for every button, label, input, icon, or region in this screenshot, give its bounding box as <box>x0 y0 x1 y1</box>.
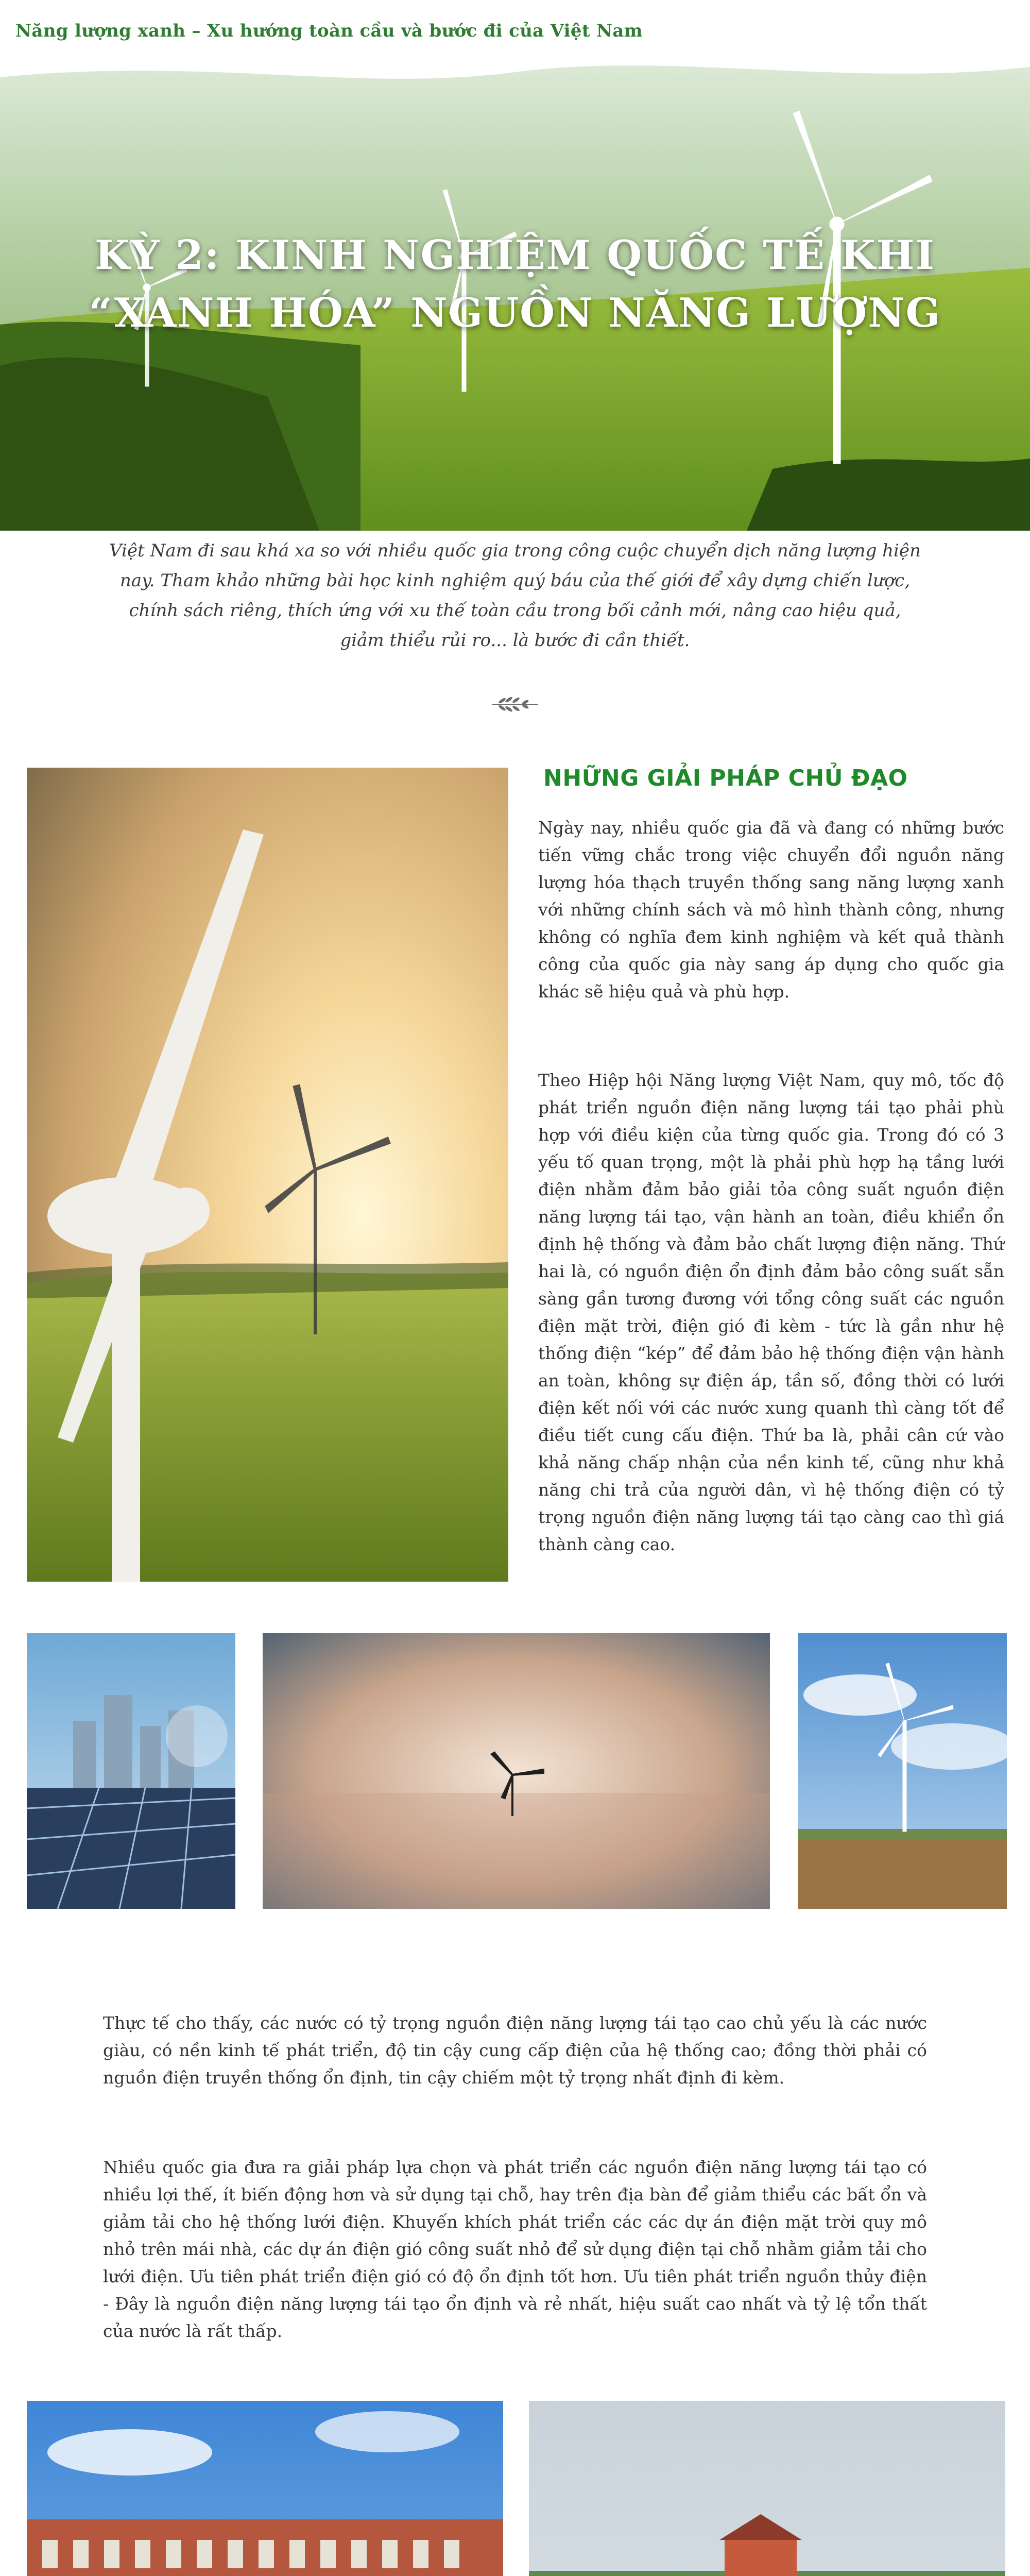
leaf-divider-icon <box>489 693 541 714</box>
hero-title-line-1: KỲ 2: KINH NGHIỆM QUỐC TẾ KHI <box>94 232 936 279</box>
hero-banner <box>0 57 1030 531</box>
dam-spillway-image <box>529 2401 1005 2576</box>
page-tagline: Năng lượng xanh – Xu hướng toàn cầu và bước đi của Việt Nam <box>15 21 643 41</box>
paragraph-3: Thực tế cho thấy, các nước có tỷ trọng nguồn điện năng lượng tái tạo cao chủ yếu là các nước giàu, có nền kinh tế phát triển, độ tin cậy cung cấp điện của hệ thống cao; đồng thời phải có nguồn điện truyền thống ổn định, tin cậy chiếm một tỷ trọng nhất định đi kèm. <box>103 2013 927 2088</box>
hero-title <box>0 227 1030 342</box>
paragraph-1: Ngày nay, nhiều quốc gia đã và đang có những bước tiến vững chắc trong việc chuyển đổi nguồn năng lượng hóa thạch truyền thống sang năng lượng xanh với những chính sách và mô hình thành công, nhưng không có nghĩa đem kinh nghiệm và kết quả thành công của quốc gia này sang áp dụng cho quốc gia khác sẽ hiệu quả và phù hợp. <box>538 818 1004 1002</box>
wind-turbine-sunset-image <box>27 768 508 1582</box>
section-heading: NHỮNG GIẢI PHÁP CHỦ ĐẠO <box>543 765 908 791</box>
hydro-dam-building-image <box>27 2401 503 2576</box>
wind-turbine-field-image <box>798 1633 1007 1909</box>
paragraph-4: Nhiều quốc gia đưa ra giải pháp lựa chọn và phát triển các nguồn điện năng lượng tái tạo có nhiều lợi thế, ít biến động hơn và sử dụng tại chỗ, hay trên địa bàn để giảm thiểu các bất ổn và giảm tải cho hệ thống lưới điện. Khuyến khích phát triển các các dự án điện mặt trời quy mô nhỏ trên mái nhà, các dự án điện gió công suất nhỏ để sử dụng điện tại chỗ nhằm giảm tải cho lưới điện. Ưu tiên phát triển điện gió có độ ổn định tốt hơn. Ưu tiên phát triển nguồn thủy điện - Đây là nguồn điện năng lượng tái tạo ổn định và rẻ nhất, hiệu suất cao nhất và tỷ lệ tổn thất của nước là rất thấp. <box>103 2157 927 2341</box>
hero-title-line-2: “XANH HÓA” NGUỒN NĂNG LƯỢNG <box>89 290 941 336</box>
intro-paragraph: Việt Nam đi sau khá xa so với nhiều quốc gia trong công cuộc chuyển dịch năng lượng hiện nay. Tham khảo những bài học kinh nghiệm quý báu của thế giới để xây dựng chiến lược, chính sách riêng, thích ứng với xu thế toàn cầu trong bối cảnh mới, nâng cao hiệu quả, giảm thiểu rủi ro... là bước đi cần thiết. <box>109 540 921 651</box>
paragraph-2: Theo Hiệp hội Năng lượng Việt Nam, quy mô, tốc độ phát triển nguồn điện năng lượng tái tạo phải phù hợp với điều kiện của từng quốc gia. Trong đó có 3 yếu tố quan trọng, một là phải phù hợp hạ tầng lưới điện nhằm đảm bảo giải tỏa công suất nguồn điện năng lượng tái tạo, vận hành an toàn, điều khiển ổn định hệ thống và đảm bảo chất lượng điện năng. Thứ hai là, có nguồn điện ổn định đảm bảo công suất sẵn sàng gần tương đương với tổng công suất các nguồn điện mặt trời, điện gió đi kèm - tức là gần như hệ thống điện “kép” để đảm bảo hệ thống điện vận hành an toàn, không sự điện áp, tần số, đồng thời có lưới điện kết nối với các nước xung quanh thì càng tốt để điều tiết cung cấu điện. Thứ ba là, phải cân cứ vào khả năng chấp nhận của nền kinh tế, cũng như khả năng chi trả của người dân, vì hệ thống điện có tỷ trọng nguồn điện năng lượng tái tạo càng cao thì giá thành càng cao. <box>538 1070 1004 1554</box>
offshore-wind-turbine-image <box>263 1633 770 1909</box>
solar-panels-city-image <box>27 1633 235 1909</box>
